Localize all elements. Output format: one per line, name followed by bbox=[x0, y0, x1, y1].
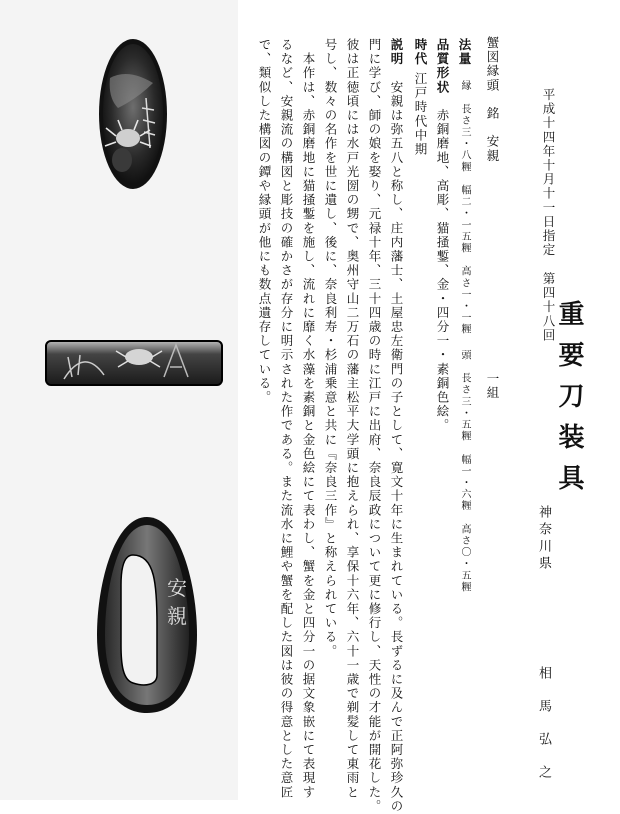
dimensions-label: 法量 bbox=[457, 38, 472, 67]
owner-name: 相馬弘之 bbox=[536, 666, 551, 798]
dimensions-row bbox=[458, 38, 471, 593]
fuchi-side-image bbox=[44, 337, 224, 389]
dimensions-kashira: 頭 長さ三・五糎 幅一・六糎 高さ〇・五糎 bbox=[459, 349, 470, 594]
object-count: 一組 bbox=[485, 372, 500, 401]
photo-column bbox=[0, 0, 238, 800]
quality-text: 赤銅磨地、高彫、猫掻鏨、金・四分一・素銅色絵。 bbox=[435, 108, 450, 433]
period-text: 江戸時代中期 bbox=[413, 72, 428, 157]
explanation-line-6: るなど、安親流の構図と彫技の確かさが存分に明示された作である。また流水に鯉や蟹を配した図は彼の得意とした意匠 bbox=[279, 38, 294, 800]
signature-char-2: 親 bbox=[167, 604, 187, 628]
period-label: 時代 bbox=[413, 38, 428, 67]
period-row bbox=[414, 38, 427, 66]
signature-char-1: 安 bbox=[167, 576, 187, 600]
owner-prefecture: 神奈川県 bbox=[536, 505, 551, 573]
session-number: 第四十八回 bbox=[541, 272, 556, 343]
quality-label: 品質形状 bbox=[435, 38, 450, 95]
explanation-label-col bbox=[390, 38, 403, 814]
fuchi-bottom-image bbox=[95, 515, 199, 715]
kashira-image bbox=[98, 38, 168, 190]
explanation-line-4: 号し、数々の名作を世に遺し、後に、奈良利寿・杉浦乗意と共に『奈良三作』と称えられている。 bbox=[323, 38, 338, 659]
object-name: 蟹図縁頭 銘 安親 bbox=[485, 36, 500, 163]
explanation-line-2: 門に学び、師の娘を娶り、元禄十年、三十四歳の時に江戸に出府、奈良辰政について更に修行し、天性の才能が開花した。 bbox=[367, 38, 382, 814]
explanation-line-5: 本作は、赤銅磨地に猫掻鏨を施し、流れに靡く水藻を素銅と金色絵にて表わし、蟹を金と四分一の据文象嵌にて表現す bbox=[301, 38, 316, 800]
explanation-line-3: 彼は正徳頃には水戸光圀の甥で、奥州守山二万石の藩主松平大学頭に抱えられ、享保十六年、六十一歳で剃髪して東雨と bbox=[345, 38, 360, 800]
explanation-label: 説明 bbox=[389, 38, 404, 67]
explanation-line-7: で、類似した構図の鐔や縁頭が他にも数点遺存している。 bbox=[257, 38, 272, 405]
dimensions-fuchi: 縁 長さ三・八糎 幅二・一五糎 高さ一・一糎 bbox=[459, 80, 470, 336]
quality-row bbox=[436, 38, 449, 433]
explanation-line-1: 安親は弥五八と称し、庄内藩士、土屋忠左衛門の子として、寛文十年に生まれている。長ずるに及んで正阿弥珍久の bbox=[389, 80, 404, 814]
page-title: 重要刀装具 bbox=[554, 300, 584, 505]
designation-date: 平成十四年十月十一日指定 bbox=[541, 88, 556, 258]
